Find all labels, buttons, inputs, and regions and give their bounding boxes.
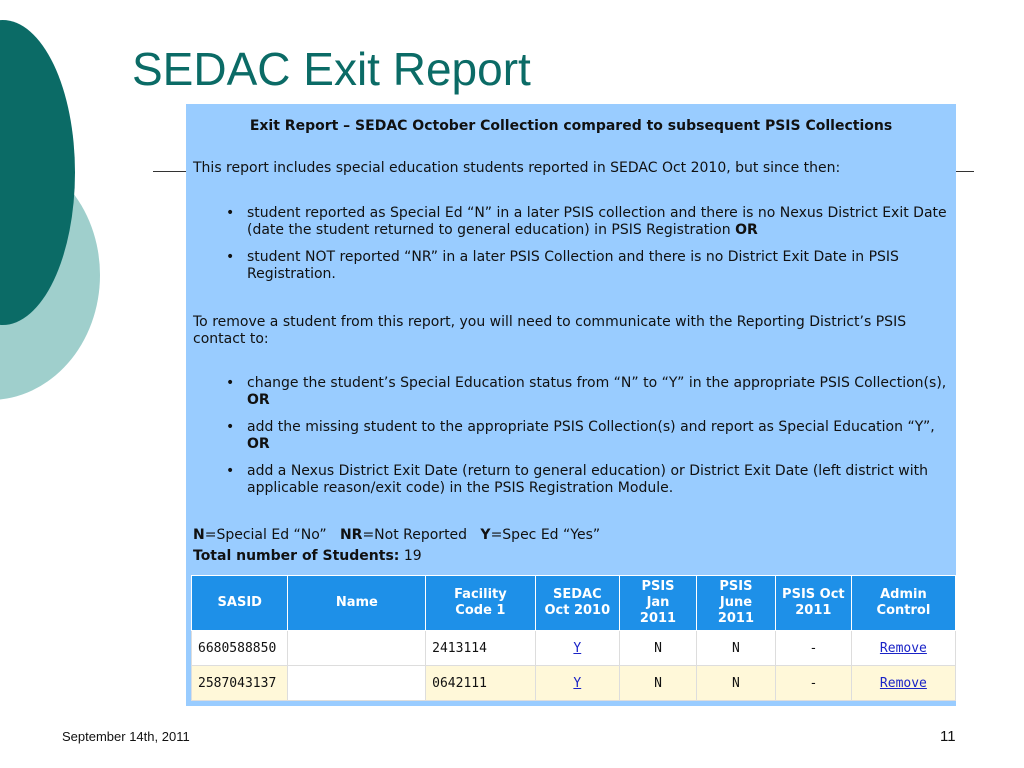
column-header: Admin Control xyxy=(851,576,955,631)
bullet-icon: • xyxy=(226,249,235,265)
column-header: SASID xyxy=(192,576,288,631)
sedac-cell xyxy=(535,666,619,701)
admin-cell xyxy=(851,631,955,666)
column-header: SEDAC Oct 2010 xyxy=(535,576,619,631)
list-item: • add a Nexus District Exit Date (return to general education) or District Exit Date (left district with applicable reason/exit code) in the PSIS Registration Module. xyxy=(226,463,928,496)
code-legend: N=Special Ed “No” NR=Not Reported Y=Spec Ed “Yes” xyxy=(193,527,601,543)
psis-jan-cell: N xyxy=(619,666,696,701)
list-item: • change the student’s Special Education status from “N” to “Y” in the appropriate PSIS Collection(s), OR xyxy=(226,375,947,408)
bullet-icon: • xyxy=(226,463,235,479)
psis-oct-cell: - xyxy=(775,666,851,701)
psis-oct-cell: - xyxy=(775,631,851,666)
title-rule-right xyxy=(956,171,974,172)
facility-cell: 2413114 xyxy=(426,631,535,666)
psis-june-cell: N xyxy=(697,631,776,666)
sedac-link[interactable]: Y xyxy=(573,675,582,691)
name-cell xyxy=(288,666,426,701)
exit-report-table xyxy=(191,575,956,701)
column-header: Name xyxy=(288,576,426,631)
page-number: 11 xyxy=(940,728,956,745)
list-item: • student reported as Special Ed “N” in a later PSIS collection and there is no Nexus District Exit Date (date the student returned to general education) in PSIS Registration OR xyxy=(226,205,947,238)
bullet-icon: • xyxy=(226,375,235,391)
column-header: PSIS June 2011 xyxy=(697,576,776,631)
psis-june-cell: N xyxy=(697,666,776,701)
report-intro: This report includes special education students reported in SEDAC Oct 2010, but since then: xyxy=(193,160,841,176)
list-item: • student NOT reported “NR” in a later PSIS Collection and there is no District Exit Date in PSIS Registration. xyxy=(226,249,899,282)
actions-list xyxy=(226,375,947,507)
facility-cell: 0642111 xyxy=(426,666,535,701)
column-header: PSIS Oct 2011 xyxy=(775,576,851,631)
sedac-cell xyxy=(535,631,619,666)
column-header: PSIS Jan 2011 xyxy=(619,576,696,631)
remove-link[interactable]: Remove xyxy=(879,640,927,656)
name-cell xyxy=(288,631,426,666)
remove-link[interactable]: Remove xyxy=(879,675,927,691)
table-row xyxy=(192,631,956,666)
psis-jan-cell: N xyxy=(619,631,696,666)
conditions-list xyxy=(226,205,947,293)
remove-instructions: To remove a student from this report, you will need to communicate with the Reporting District’s PSIS contact to: xyxy=(193,314,907,347)
bullet-icon: • xyxy=(226,419,235,435)
admin-cell xyxy=(851,666,955,701)
list-item: • add the missing student to the appropriate PSIS Collection(s) and report as Special Education “Y”, OR xyxy=(226,419,935,452)
report-title: Exit Report – SEDAC October Collection compared to subsequent PSIS Collections xyxy=(249,118,893,134)
report-screenshot-panel xyxy=(186,104,956,706)
table-header-row xyxy=(192,576,956,631)
table-row xyxy=(192,666,956,701)
sasid-cell: 2587043137 xyxy=(192,666,288,701)
slide-title: SEDAC Exit Report xyxy=(132,43,531,95)
sedac-link[interactable]: Y xyxy=(573,640,582,656)
footer-date: September 14th, 2011 xyxy=(62,729,190,744)
bullet-icon: • xyxy=(226,205,235,221)
sasid-cell: 6680588850 xyxy=(192,631,288,666)
total-students: Total number of Students: 19 xyxy=(193,548,422,564)
column-header: Facility Code 1 xyxy=(426,576,535,631)
title-rule-left xyxy=(153,171,189,172)
